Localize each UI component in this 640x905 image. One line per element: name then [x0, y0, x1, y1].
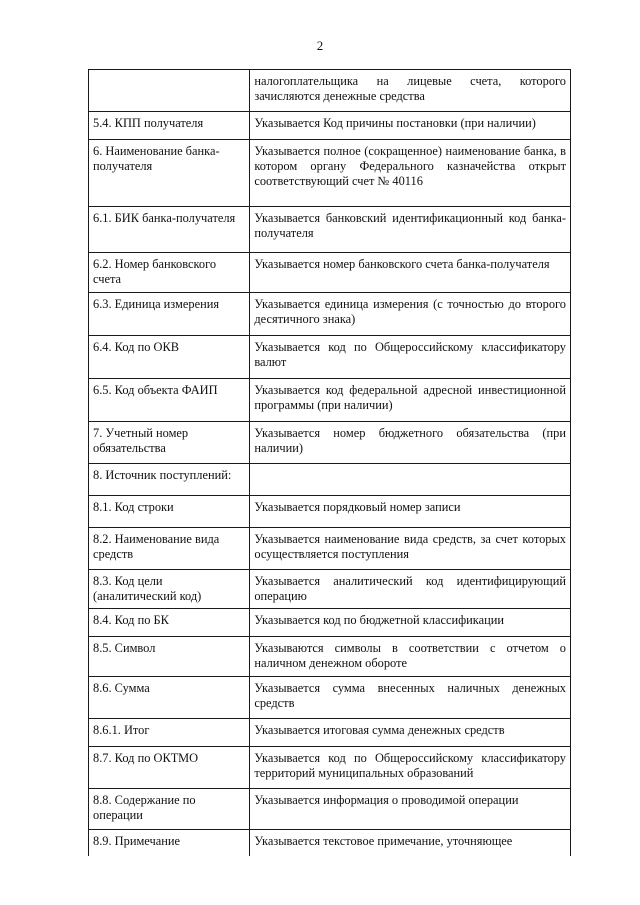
field-description-cell: Указываются символы в соответствии с отчетом о наличном денежном обороте [250, 637, 571, 677]
field-description-cell: Указывается Код причины постановки (при наличии) [250, 112, 571, 140]
field-name-cell: 8.6. Сумма [89, 677, 250, 719]
table-row [89, 422, 571, 464]
field-description-cell: Указывается сумма внесенных наличных денежных средств [250, 677, 571, 719]
field-name-cell: 6.3. Единица измерения [89, 293, 250, 336]
field-description-cell [250, 464, 571, 496]
field-description-cell: Указывается полное (сокращенное) наименование банка, в котором органу Федерального казначейства открыт соответствующий счет № 40116 [250, 140, 571, 207]
field-name-cell: 6.1. БИК банка-получателя [89, 207, 250, 253]
field-name-cell [89, 70, 250, 112]
field-name-cell: 8.6.1. Итог [89, 719, 250, 747]
table-row [89, 609, 571, 637]
document-table [88, 69, 571, 856]
field-description-cell: Указывается код по Общероссийскому классификатору валют [250, 336, 571, 379]
field-description-cell: Указывается аналитический код идентифицирующий операцию [250, 570, 571, 609]
field-description-cell: Указывается номер банковского счета банка-получателя [250, 253, 571, 293]
field-name-cell: 8.8. Содержание по операции [89, 789, 250, 830]
page-number: 2 [316, 38, 324, 53]
field-name-cell: 6.4. Код по ОКВ [89, 336, 250, 379]
field-name-cell: 7. Учетный номер обязательства [89, 422, 250, 464]
field-name-cell: 8.1. Код строки [89, 496, 250, 528]
field-description-cell: Указывается итоговая сумма денежных средств [250, 719, 571, 747]
table-row [89, 570, 571, 609]
table-row [89, 719, 571, 747]
table-row [89, 496, 571, 528]
field-name-cell: 8.5. Символ [89, 637, 250, 677]
table-row [89, 528, 571, 570]
field-name-cell: 8.4. Код по БК [89, 609, 250, 637]
table-row [89, 140, 571, 207]
field-description-cell: Указывается информация о проводимой операции [250, 789, 571, 830]
table-row [89, 677, 571, 719]
field-name-cell: 8.9. Примечание [89, 830, 250, 856]
field-name-cell: 8.7. Код по ОКТМО [89, 747, 250, 789]
table-row [89, 464, 571, 496]
field-description-cell: Указывается наименование вида средств, за счет которых осуществляется поступления [250, 528, 571, 570]
field-name-cell: 8.2. Наименование вида средств [89, 528, 250, 570]
table-row [89, 747, 571, 789]
table-row [89, 336, 571, 379]
table-row [89, 112, 571, 140]
field-description-cell: Указывается банковский идентификационный код банка-получателя [250, 207, 571, 253]
table-row [89, 70, 571, 112]
field-description-cell: Указывается единица измерения (с точностью до второго десятичного знака) [250, 293, 571, 336]
table-row [89, 379, 571, 422]
field-description-cell: Указывается код по бюджетной классификации [250, 609, 571, 637]
table-row [89, 293, 571, 336]
table-row [89, 637, 571, 677]
field-description-cell: Указывается код федеральной адресной инвестиционной программы (при наличии) [250, 379, 571, 422]
field-name-cell: 5.4. КПП получателя [89, 112, 250, 140]
field-description-cell: Указывается код по Общероссийскому классификатору территорий муниципальных образований [250, 747, 571, 789]
field-name-cell: 6. Наименование банка-получателя [89, 140, 250, 207]
table-row [89, 789, 571, 830]
field-name-cell: 8. Источник поступлений: [89, 464, 250, 496]
field-name-cell: 6.2. Номер банковского счета [89, 253, 250, 293]
field-description-cell: Указывается номер бюджетного обязательства (при наличии) [250, 422, 571, 464]
table-row [89, 830, 571, 856]
table-row [89, 207, 571, 253]
field-name-cell: 6.5. Код объекта ФАИП [89, 379, 250, 422]
field-description-cell: Указывается порядковый номер записи [250, 496, 571, 528]
field-description-cell: Указывается текстовое примечание, уточняющее [250, 830, 571, 856]
field-description-cell: налогоплательщика на лицевые счета, которого зачисляются денежные средства [250, 70, 571, 112]
table-row [89, 253, 571, 293]
field-name-cell: 8.3. Код цели (аналитический код) [89, 570, 250, 609]
